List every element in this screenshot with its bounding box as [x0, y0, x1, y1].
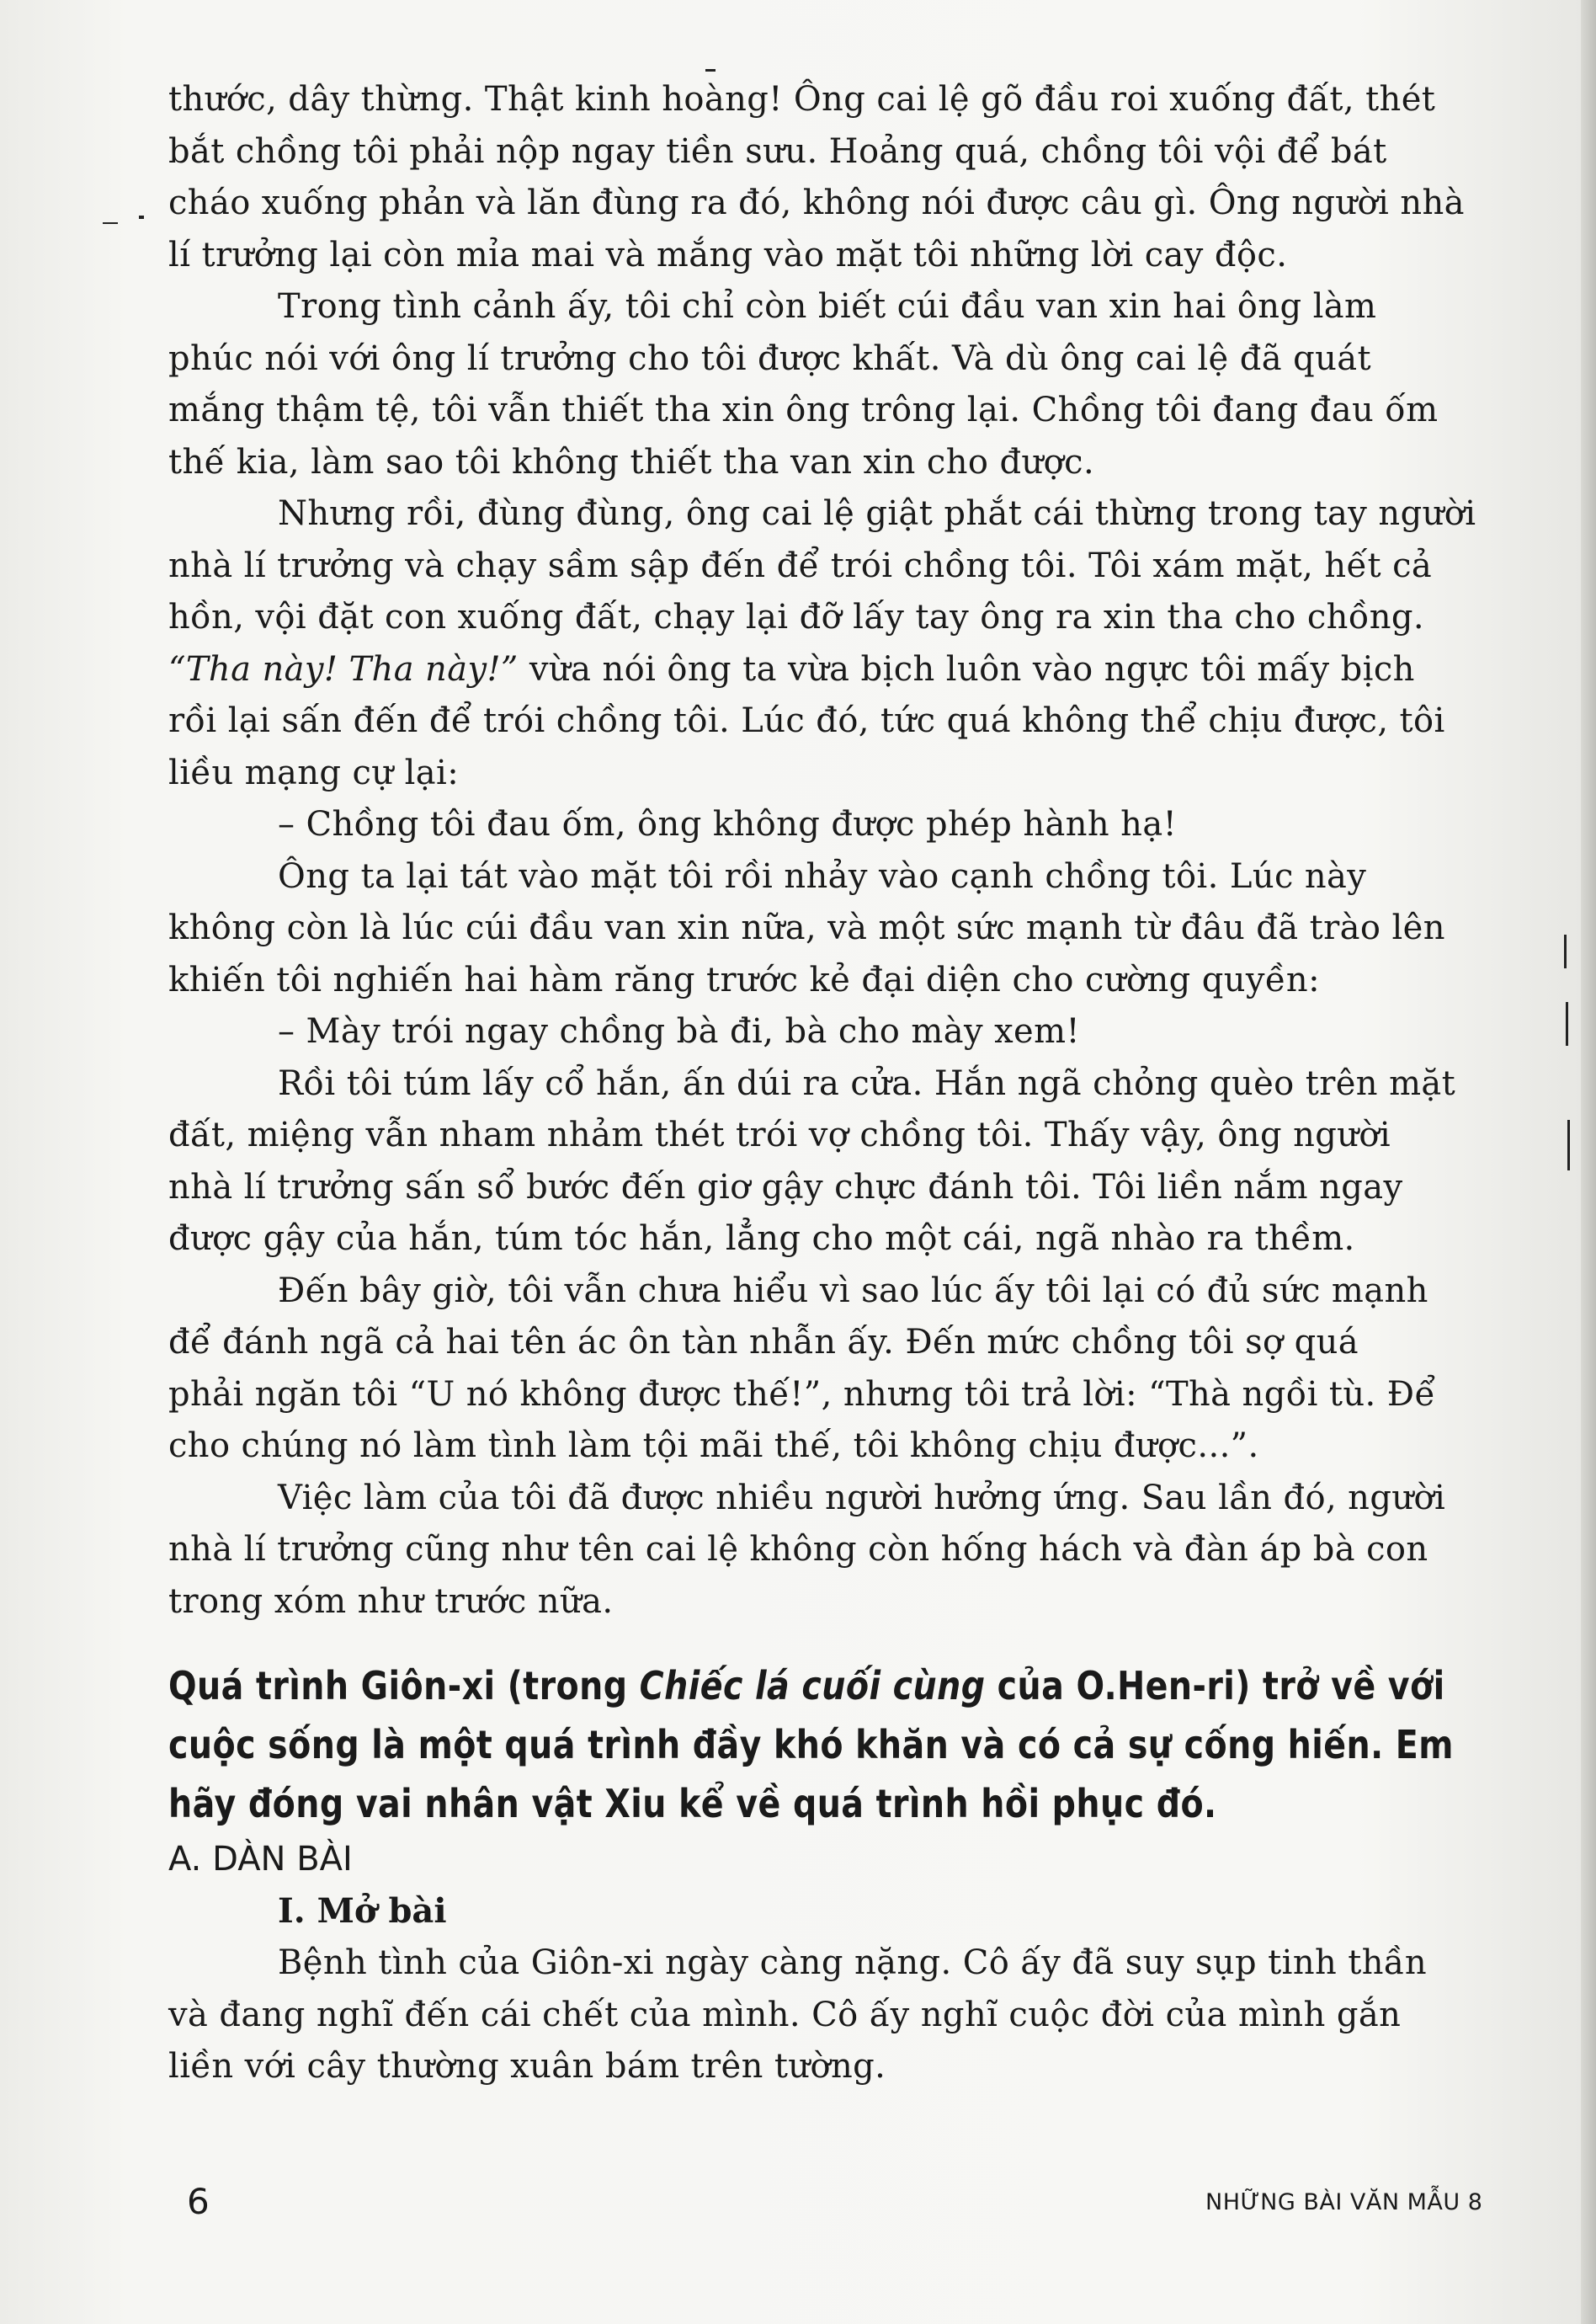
text-span: Quá trình Giôn-xi (trong	[168, 1663, 640, 1708]
print-mark	[1564, 935, 1567, 968]
page-edge	[1581, 0, 1596, 2324]
text-line: khiến tôi nghiến hai hàm răng trước kẻ đại diện cho cường quyền:	[168, 960, 1320, 999]
text-line: Đến bây giờ, tôi vẫn chưa hiểu vì sao lúc ấy tôi lại có đủ sức mạnh	[278, 1271, 1428, 1310]
print-mark	[103, 222, 118, 224]
text-span: của O.Hen-ri) trở về với	[985, 1663, 1445, 1708]
text-line: thế kia, làm sao tôi không thiết tha van xin cho được.	[168, 442, 1095, 482]
text-line: đất, miệng vẫn nham nhảm thét trói vợ chồng tôi. Thấy vậy, ông người	[168, 1116, 1391, 1154]
text-line: thước, dây thừng. Thật kinh hoàng! Ông cai lệ gõ đầu roi xuống đất, thét	[168, 80, 1436, 119]
text-line: Rồi tôi túm lấy cổ hắn, ấn dúi ra cửa. Hắn ngã chỏng quèo trên mặt	[278, 1063, 1456, 1103]
text-line: nhà lí trưởng và chạy sầm sập đến để trói chồng tôi. Tôi xám mặt, hết cả	[168, 546, 1433, 585]
prompt-heading-line: cuộc sống là một quá trình đầy khó khăn và có cả sự cống hiến. Em	[168, 1722, 1454, 1767]
text-line: cháo xuống phản và lăn đùng ra đó, không nói được câu gì. Ông người nhà	[168, 184, 1465, 222]
prompt-heading-line: hãy đóng vai nhân vật Xiu kể về quá trình hồi phục đó.	[168, 1781, 1217, 1826]
text-span: vừa nói ông ta vừa bịch luôn vào ngực tôi mấy bịch	[529, 649, 1415, 689]
text-line: hồn, vội đặt con xuống đất, chạy lại đỡ lấy tay ông ra xin tha cho chồng.	[168, 598, 1424, 637]
dialogue-line: – Mày trói ngay chồng bà đi, bà cho mày xem!	[278, 1012, 1080, 1051]
subsection-heading: I. Mở bài	[278, 1891, 447, 1931]
text-line: liều mạng cự lại:	[168, 753, 460, 792]
text-line	[168, 644, 1465, 696]
book-title-italic: Chiếc lá cuối cùng	[639, 1663, 986, 1708]
dialogue-line: – Chồng tôi đau ốm, ông không được phép hành hạ!	[278, 805, 1178, 844]
text-line: để đánh ngã cả hai tên ác ôn tàn nhẫn ấy. Đến mức chồng tôi sợ quá	[168, 1323, 1359, 1362]
print-mark	[1567, 1120, 1570, 1170]
text-line: phúc nói với ông lí trưởng cho tôi được khất. Và dù ông cai lệ đã quát	[168, 338, 1371, 378]
text-line: nhà lí trưởng cũng như tên cai lệ không còn hống hách và đàn áp bà con	[168, 1530, 1428, 1569]
text-line: Trong tình cảnh ấy, tôi chỉ còn biết cúi đầu van xin hai ông làm	[278, 287, 1377, 326]
text-line: cho chúng nó làm tình làm tội mãi thế, tôi không chịu được...”.	[168, 1426, 1259, 1465]
text-line: Việc làm của tôi đã được nhiều người hưởng ứng. Sau lần đó, người	[278, 1478, 1446, 1517]
page-number: 6	[187, 2181, 210, 2222]
text-line: bắt chồng tôi phải nộp ngay tiền sưu. Hoảng quá, chồng tôi vội để bát	[168, 131, 1387, 171]
text-line: được gậy của hắn, túm tóc hắn, lẳng cho một cái, ngã nhào ra thềm.	[168, 1219, 1355, 1258]
text-line: lí trưởng lại còn mỉa mai và mắng vào mặt tôi những lời cay độc.	[168, 235, 1288, 275]
text-line: Bệnh tình của Giôn-xi ngày càng nặng. Cô ấy đã suy sụp tinh thần	[278, 1943, 1427, 1982]
text-line: trong xóm như trước nữa.	[168, 1581, 614, 1621]
section-heading: A. DÀN BÀI	[168, 1840, 353, 1879]
text-line: Ông ta lại tát vào mặt tôi rồi nhảy vào cạnh chồng tôi. Lúc này	[278, 856, 1367, 896]
print-mark	[705, 69, 716, 72]
text-line: và đang nghĩ đến cái chết của mình. Cô ấy nghĩ cuộc đời của mình gắn	[168, 1995, 1402, 2034]
main-text	[168, 74, 1476, 2093]
text-line: không còn là lúc cúi đầu van xin nữa, và một sức mạnh từ đâu đã trào lên	[168, 909, 1445, 947]
text-line: liền với cây thường xuân bám trên tường.	[168, 2047, 886, 2086]
quote-text: “Tha này! Tha này!”	[168, 649, 519, 689]
print-mark	[1566, 1002, 1568, 1046]
print-mark	[139, 216, 144, 219]
text-line: phải ngăn tôi “U nó không được thế!”, nhưng tôi trả lời: “Thà ngồi tù. Để	[168, 1374, 1436, 1414]
text-line: mắng thậm tệ, tôi vẫn thiết tha xin ông trông lại. Chồng tôi đang đau ốm	[168, 391, 1439, 429]
text-line: Nhưng rồi, đùng đùng, ông cai lệ giật phắt cái thừng trong tay người	[278, 494, 1476, 533]
text-line: nhà lí trưởng sấn sổ bước đến giơ gậy chực đánh tôi. Tôi liền nắm ngay	[168, 1167, 1403, 1207]
text-line: rồi lại sấn đến để trói chồng tôi. Lúc đó, tức quá không thể chịu được, tôi	[168, 701, 1445, 740]
running-footer-title: NHỮNG BÀI VĂN MẪU 8	[1205, 2189, 1483, 2215]
prompt-heading-line	[168, 1656, 1445, 1715]
